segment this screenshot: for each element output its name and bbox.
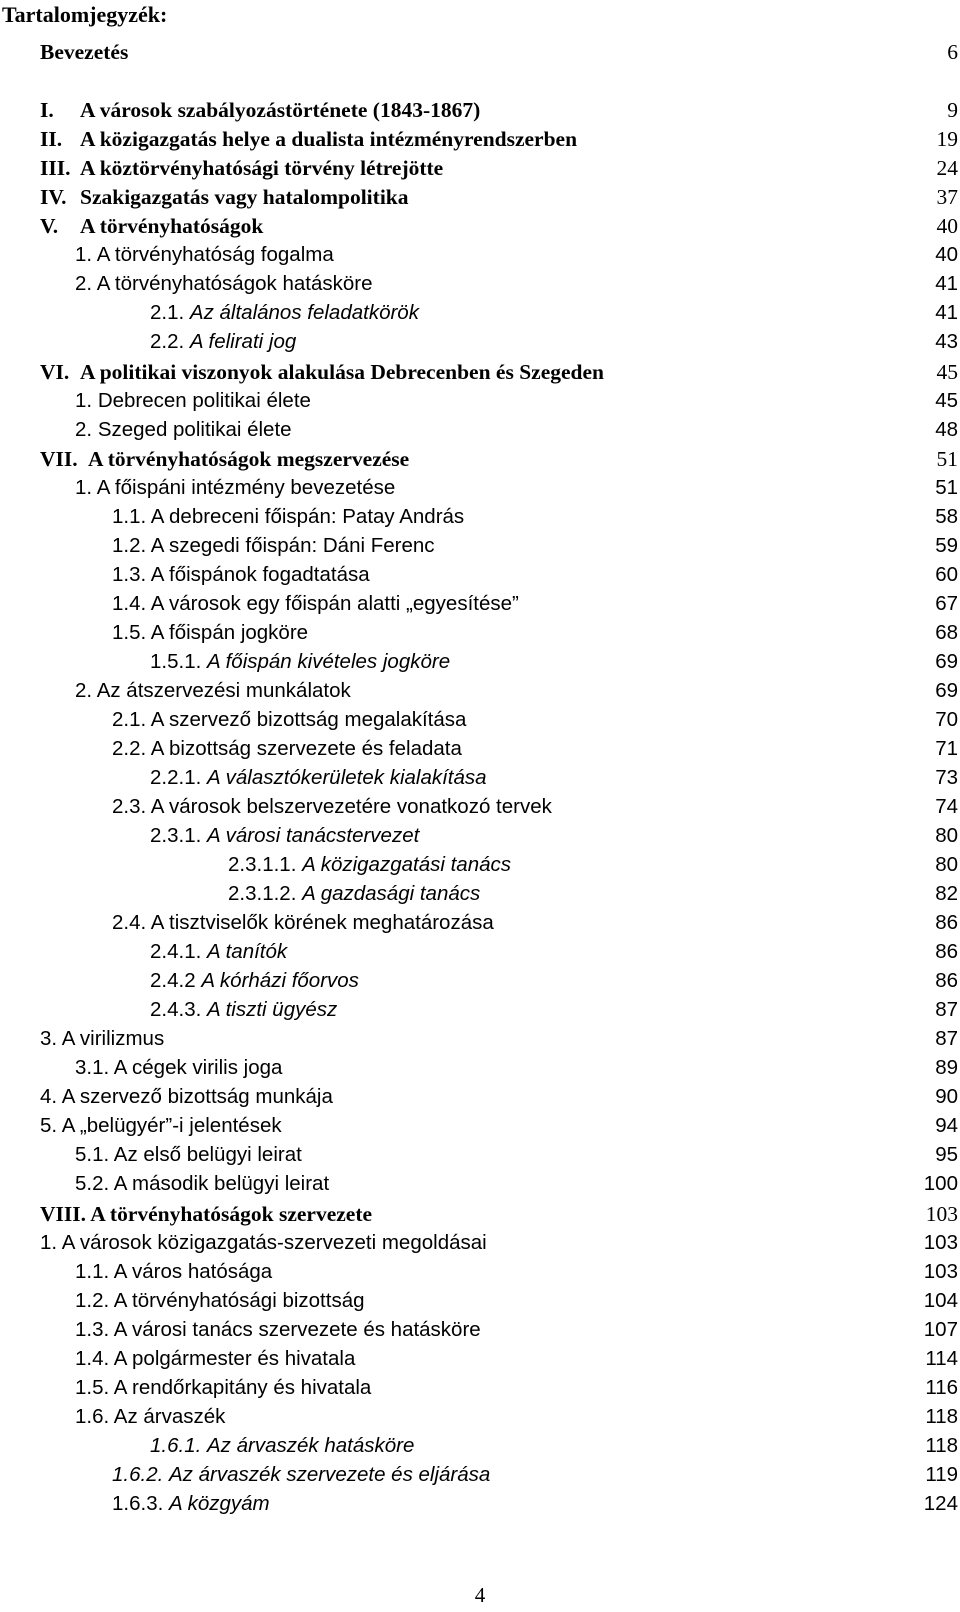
toc-entry-number: 5. (40, 1114, 58, 1137)
toc-entry-title: A törvényhatóságok (80, 214, 264, 238)
toc-entry (0, 1489, 960, 1519)
toc-entry-number: 1.3. (112, 563, 147, 586)
toc-entry (0, 1344, 960, 1374)
toc-entry (0, 1431, 960, 1461)
toc-entry-number: 1.4. (75, 1347, 110, 1370)
toc-entry-label (40, 37, 128, 67)
toc-entry-page: 45 (935, 389, 958, 412)
toc-entry-page: 107 (923, 1318, 958, 1341)
toc-entry-page: 41 (935, 301, 958, 324)
toc-entry-title: Az árvaszék szervezete és eljárása (169, 1463, 491, 1486)
toc-entry-page: 37 (936, 185, 958, 209)
toc-entry-number: 1.2. (112, 534, 147, 557)
toc-entry-label (112, 908, 494, 938)
toc-entry-label (75, 415, 292, 445)
toc-entry (0, 444, 960, 474)
toc-entry-page: 86 (935, 969, 958, 992)
toc-entry (0, 1315, 960, 1345)
toc-entry-label (150, 966, 359, 996)
toc-entry (0, 995, 960, 1025)
toc-entry-title: A bizottság szervezete és feladata (150, 737, 462, 760)
toc-entry (0, 386, 960, 416)
toc-entry-page: 80 (935, 853, 958, 876)
toc-entry-number: 1.6.1. (150, 1434, 202, 1457)
toc-entry-title: A város hatósága (113, 1260, 273, 1283)
toc-entry-label (150, 995, 337, 1025)
toc-entry (0, 1053, 960, 1083)
toc-entry-page: 19 (936, 127, 958, 151)
toc-entry-page: 60 (935, 563, 958, 586)
toc-entry-number: 1.6. (75, 1405, 110, 1428)
toc-entry-number: 1. (75, 476, 93, 499)
toc-entry-title: A városok szabályozástörténete (1843-1867) (80, 98, 481, 122)
toc-entry-label (112, 1489, 270, 1519)
toc-entry (0, 153, 960, 183)
toc-entry-label (112, 734, 462, 764)
toc-entry-label (112, 589, 519, 619)
toc-entry (0, 1111, 960, 1141)
toc-entry-label (112, 705, 466, 735)
toc-entry-title: A politikai viszonyok alakulása Debrecenben és Szegeden (80, 360, 605, 384)
toc-entry-title: A városok közigazgatás-szervezeti megoldásai (61, 1231, 487, 1254)
toc-entry-title: A tisztviselők körének meghatározása (150, 911, 494, 934)
toc-entry-number: 2.3. (112, 795, 147, 818)
toc-entry-number: III. (40, 156, 71, 180)
toc-entry (0, 1373, 960, 1403)
toc-entry-number: 2.2. (112, 737, 147, 760)
toc-entry-page: 86 (935, 940, 958, 963)
toc-entry-title: A közgyám (169, 1492, 270, 1515)
toc-entry-page: 6 (947, 40, 958, 64)
toc-entry-number: 1.6.2. (112, 1463, 164, 1486)
toc-entry (0, 734, 960, 764)
toc-entry-page: 87 (935, 1027, 958, 1050)
toc-entry (0, 850, 960, 880)
toc-entry-page: 103 (923, 1231, 958, 1254)
toc-entry-page: 90 (935, 1085, 958, 1108)
toc-entry (0, 1228, 960, 1258)
toc-entry-label (112, 792, 552, 822)
toc-entry-page: 114 (925, 1347, 958, 1370)
toc-entry-number: 4. (40, 1085, 58, 1108)
toc-entry-page: 74 (935, 795, 958, 818)
toc-entry (0, 1199, 960, 1229)
toc-entry (0, 1460, 960, 1490)
toc-entry (0, 1169, 960, 1199)
toc-entry-label (150, 647, 450, 677)
toc-entry-number: 1.2. (75, 1289, 110, 1312)
toc-entry-label (40, 357, 604, 387)
toc-entry (0, 531, 960, 561)
toc-entry-label (40, 95, 480, 125)
toc-entry (0, 647, 960, 677)
toc-entry-title: Az árvaszék hatásköre (207, 1434, 415, 1457)
toc-entry-page: 69 (935, 650, 958, 673)
toc-entry-number: 2.4.2 (150, 969, 196, 992)
toc-entry (0, 763, 960, 793)
toc-entry-number: 2.2.1. (150, 766, 202, 789)
toc-entry-number: 1.5. (75, 1376, 110, 1399)
toc-entry-label (75, 1257, 272, 1287)
toc-entry (0, 676, 960, 706)
toc-entry (0, 1140, 960, 1170)
toc-entry-number: 3.1. (75, 1056, 110, 1079)
toc-entry-label (40, 1228, 487, 1258)
toc-entry-number: 1. (75, 243, 93, 266)
toc-entry (0, 705, 960, 735)
toc-entry-label (150, 937, 287, 967)
toc-entry-label (112, 618, 308, 648)
toc-entry-label (112, 560, 370, 590)
toc-entry-number: 2.3.1.2. (228, 882, 297, 905)
toc-entry-label (40, 182, 409, 212)
toc-entry-title: A törvényhatóságok szervezete (90, 1202, 373, 1226)
toc-entry (0, 618, 960, 648)
toc-entry-label (40, 1111, 282, 1141)
toc-entry-title: A főispáni intézmény bevezetése (96, 476, 396, 499)
toc-entry (0, 182, 960, 212)
toc-entry-label (75, 1402, 225, 1432)
toc-entry-title: A választókerületek kialakítása (207, 766, 487, 789)
toc-entry (0, 37, 960, 67)
toc-entry-label (40, 1199, 372, 1229)
toc-entry-title: A törvényhatóság fogalma (96, 243, 334, 266)
toc-entry-title: A virilizmus (61, 1027, 165, 1050)
toc-entry-page: 67 (935, 592, 958, 615)
toc-title: Tartalomjegyzék: (2, 2, 168, 27)
toc-entry-number: 1.5.1. (150, 650, 202, 673)
toc-entry-label (75, 1169, 329, 1199)
toc-entry-page: 104 (923, 1289, 958, 1312)
toc-entry-label (40, 444, 409, 474)
toc-entry-number: VIII. (40, 1202, 87, 1226)
toc-entry (0, 792, 960, 822)
toc-entry (0, 879, 960, 909)
toc-entry-number: 1. (75, 389, 93, 412)
toc-entry-page: 71 (935, 737, 958, 760)
toc-entry-number: 1.6.3. (112, 1492, 164, 1515)
toc-entry-number: Bevezetés (40, 40, 129, 64)
toc-entry-label (228, 850, 511, 880)
toc-entry-page: 86 (935, 911, 958, 934)
toc-entry-title: Az első belügyi leirat (113, 1143, 302, 1166)
toc-entry-label (75, 386, 311, 416)
toc-entry-number: 5.1. (75, 1143, 110, 1166)
toc-entry-label (40, 1024, 164, 1054)
toc-entry-number: 3. (40, 1027, 58, 1050)
toc-entry-number: 2.1. (150, 301, 185, 324)
toc-entry (0, 240, 960, 270)
toc-entry-title: A polgármester és hivatala (113, 1347, 356, 1370)
toc-entry-title: A szervező bizottság megalakítása (150, 708, 467, 731)
toc-entry-number: 1.3. (75, 1318, 110, 1341)
toc-entry-number: 2. (75, 272, 93, 295)
toc-entry-title: A debreceni főispán: Patay András (150, 505, 465, 528)
toc-entry (0, 1024, 960, 1054)
toc-entry-label (40, 1082, 333, 1112)
toc-entry-page: 48 (935, 418, 958, 441)
toc-entry-page: 24 (936, 156, 958, 180)
toc-entry-page: 45 (936, 360, 958, 384)
toc-entry-label (75, 269, 372, 299)
toc-entry-page: 69 (935, 679, 958, 702)
toc-entry-page: 41 (935, 272, 958, 295)
toc-entry (0, 1257, 960, 1287)
toc-entry-label (40, 211, 263, 241)
toc-entry-page: 100 (923, 1172, 958, 1195)
toc-entry-title: A városi tanács szervezete és hatásköre (113, 1318, 481, 1341)
toc-entry-label (75, 676, 351, 706)
toc-entry-page: 82 (935, 882, 958, 905)
toc-entry-page: 116 (925, 1376, 958, 1399)
toc-entry-page: 51 (935, 476, 958, 499)
toc-entry-page: 40 (936, 214, 958, 238)
toc-entry (0, 473, 960, 503)
toc-entry-number: VII. (40, 447, 78, 471)
toc-entry-number: 2.4. (112, 911, 147, 934)
toc-entry-title: Szeged politikai élete (97, 418, 292, 441)
toc-entry-title: A törvényhatósági bizottság (113, 1289, 365, 1312)
toc-entry-page: 94 (935, 1114, 958, 1137)
toc-entry (0, 502, 960, 532)
toc-entry-title: Az árvaszék (113, 1405, 226, 1428)
toc-entry-label (40, 124, 577, 154)
toc-entry-number: 1.4. (112, 592, 147, 615)
toc-entry-label (150, 327, 296, 357)
toc-entry-title: A köztörvényhatósági törvény létrejötte (80, 156, 444, 180)
toc-entry-title: A felirati jog (189, 330, 297, 353)
toc-entry-page: 87 (935, 998, 958, 1021)
toc-entry-title: A tanítók (207, 940, 288, 963)
toc-entry-label (150, 298, 419, 328)
toc-entry-number: 2.3.1. (150, 824, 202, 847)
toc-entry-label (40, 153, 443, 183)
toc-entry-page: 40 (935, 243, 958, 266)
toc-entry-label (75, 1315, 481, 1345)
toc-entry-page: 118 (925, 1405, 958, 1428)
toc-entry-title: A városok egy főispán alatti „egyesítése” (150, 592, 519, 615)
page-number: 4 (474, 1583, 486, 1607)
toc-entry-label (75, 1286, 365, 1316)
toc-entry (0, 560, 960, 590)
toc-entry-number: 2.4.1. (150, 940, 202, 963)
toc-entry-title: Az általános feladatkörök (189, 301, 419, 324)
toc-entry-title: Debrecen politikai élete (97, 389, 311, 412)
toc-entry-label (150, 821, 419, 851)
toc-entry-label (75, 473, 395, 503)
toc-entry-title: A második belügyi leirat (113, 1172, 330, 1195)
toc-entry-page: 51 (936, 447, 958, 471)
toc-entry (0, 95, 960, 125)
toc-entry-label (112, 1460, 490, 1490)
toc-entry-page: 43 (935, 330, 958, 353)
toc-entry-title: A főispán kivételes jogköre (207, 650, 451, 673)
toc-entry (0, 589, 960, 619)
toc-entry-number: 1.1. (112, 505, 147, 528)
toc-entry-page: 118 (925, 1434, 958, 1457)
toc-entry-title: A törvényhatóságok hatásköre (96, 272, 373, 295)
toc-entry-page: 70 (935, 708, 958, 731)
toc-entry-number: II. (40, 127, 63, 151)
toc-entry (0, 908, 960, 938)
toc-entry-page: 58 (935, 505, 958, 528)
toc-entry-title: A főispán jogköre (150, 621, 309, 644)
toc-entry (0, 1082, 960, 1112)
toc-entry-title: A városok belszervezetére vonatkozó tervek (150, 795, 552, 818)
toc-entry-page: 59 (935, 534, 958, 557)
toc-entry-number: IV. (40, 185, 67, 209)
toc-entry (0, 415, 960, 445)
toc-entry-number: I. (40, 98, 54, 122)
toc-entry (0, 1402, 960, 1432)
toc-entry-title: Szakigazgatás vagy hatalompolitika (80, 185, 409, 209)
toc-entry (0, 1286, 960, 1316)
toc-entry-title: A „belügyér”-i jelentések (61, 1114, 282, 1137)
toc-entry (0, 298, 960, 328)
toc-entry (0, 966, 960, 996)
toc-entry-title: A szegedi főispán: Dáni Ferenc (150, 534, 435, 557)
toc-entry-page: 73 (935, 766, 958, 789)
toc-entry-title: A rendőrkapitány és hivatala (113, 1376, 372, 1399)
toc-entry-label (75, 1140, 302, 1170)
toc-entry-page: 103 (923, 1260, 958, 1283)
toc-entry-title: A cégek virilis joga (113, 1056, 283, 1079)
toc-entry-page: 124 (923, 1492, 958, 1515)
toc-entry-title: A kórházi főorvos (201, 969, 359, 992)
toc-entry-label (112, 502, 464, 532)
toc-entry (0, 124, 960, 154)
toc-entry-number: 2.2. (150, 330, 185, 353)
toc-entry-number: 2.3.1.1. (228, 853, 297, 876)
toc-entry-title: A gazdasági tanács (302, 882, 481, 905)
toc-entry-title: A közigazgatás helye a dualista intézményrendszerben (80, 127, 578, 151)
toc-entry-label (75, 240, 334, 270)
toc-entry-label (75, 1344, 355, 1374)
toc-entry-number: VI. (40, 360, 70, 384)
toc-entry-number: 5.2. (75, 1172, 110, 1195)
toc-entry-title: A törvényhatóságok megszervezése (88, 447, 410, 471)
toc-entry-title: A városi tanácstervezet (207, 824, 420, 847)
toc-entry-number: 2. (75, 418, 93, 441)
toc-entry (0, 211, 960, 241)
toc-entry-number: 1. (40, 1231, 58, 1254)
toc-entry-page: 119 (925, 1463, 958, 1486)
toc-entry-number: 2.1. (112, 708, 147, 731)
toc-entry-title: Az átszervezési munkálatok (96, 679, 351, 702)
toc-entry-number: 2.4.3. (150, 998, 202, 1021)
toc-entry (0, 937, 960, 967)
toc-entry-page: 103 (925, 1202, 958, 1226)
toc-entry (0, 327, 960, 357)
toc-entry-page: 68 (935, 621, 958, 644)
toc-entry-label (150, 763, 487, 793)
toc-entry-page: 9 (947, 98, 958, 122)
toc-entry-label (75, 1053, 282, 1083)
toc-entry-page: 80 (935, 824, 958, 847)
toc-entry-number: 1.1. (75, 1260, 110, 1283)
toc-entry-label (75, 1373, 371, 1403)
toc-entry-label (228, 879, 480, 909)
toc-entry-label (112, 531, 435, 561)
toc-entry (0, 821, 960, 851)
toc-entry (0, 269, 960, 299)
toc-entry-title: A szervező bizottság munkája (61, 1085, 333, 1108)
toc-entry-page: 95 (935, 1143, 958, 1166)
toc-entry (0, 357, 960, 387)
toc-entry-number: 1.5. (112, 621, 147, 644)
toc-entry-label (150, 1431, 414, 1461)
toc-entry-page: 89 (935, 1056, 958, 1079)
toc-entry-title: A tiszti ügyész (207, 998, 338, 1021)
toc-entry-number: 2. (75, 679, 93, 702)
toc-entry-title: A főispánok fogadtatása (150, 563, 370, 586)
toc-entry-number: V. (40, 214, 59, 238)
toc-entry-title: A közigazgatási tanács (302, 853, 512, 876)
